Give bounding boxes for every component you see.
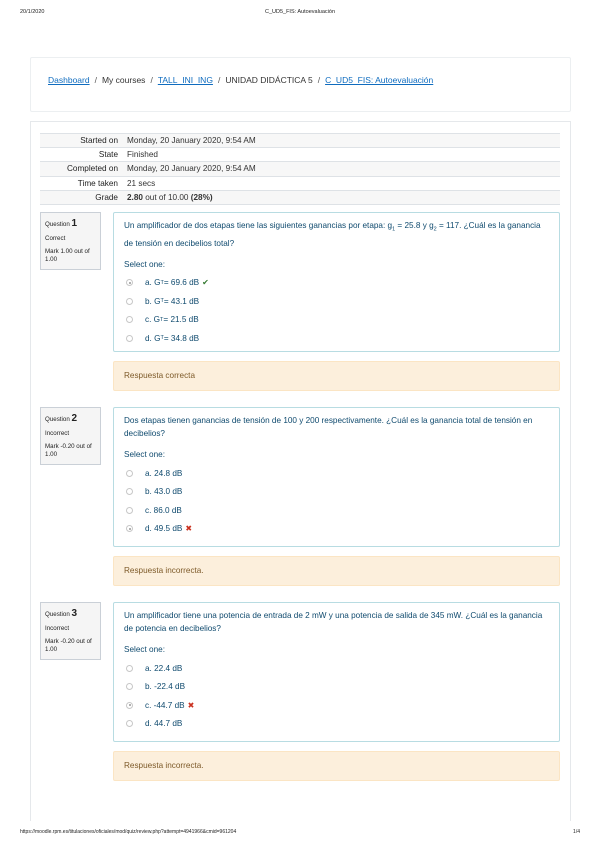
question-state: Correct	[45, 234, 66, 242]
answer-option[interactable]	[124, 659, 549, 678]
answer-option[interactable]	[124, 696, 549, 715]
answer-text: d. 49.5 dB	[145, 524, 183, 534]
summary-value: Monday, 20 January 2020, 9:54 AM	[124, 134, 560, 148]
question-formulation-3	[113, 602, 560, 742]
question-grade: Mark 1.00 out of 1.00	[45, 247, 90, 264]
select-one-prompt: Select one:	[124, 259, 165, 269]
question-grade: Mark -0.20 out of 1.00	[45, 442, 92, 459]
subscript: 1	[392, 226, 396, 233]
breadcrumb-separator: /	[94, 75, 97, 85]
subscript: T	[160, 335, 164, 342]
radio-button[interactable]	[126, 470, 133, 477]
breadcrumb-dashboard-link[interactable]: Dashboard	[48, 75, 90, 85]
breadcrumb-separator: /	[317, 75, 321, 85]
radio-button[interactable]	[126, 665, 133, 672]
question-feedback-3: Respuesta incorrecta.	[113, 751, 560, 781]
subscript: T	[160, 316, 164, 323]
radio-button[interactable]	[126, 335, 133, 342]
summary-value: Monday, 20 January 2020, 9:54 AM	[124, 162, 560, 176]
subscript: T	[160, 298, 164, 305]
breadcrumb-separator: /	[217, 75, 221, 85]
answer-text: = 34.8 dB	[163, 333, 200, 343]
subscript: T	[160, 279, 164, 286]
answer-text: b. 43.0 dB	[145, 487, 183, 497]
summary-value: 21 secs	[124, 176, 560, 190]
answer-list	[124, 659, 549, 733]
question-text: Dos etapas tienen ganancias de tensión de 100 y 200 respectivamente. ¿Cuál es la ganancia total de tensión en decibelios?	[124, 416, 533, 438]
summary-label: Time taken	[40, 176, 124, 190]
breadcrumb-quiz-link[interactable]: C_UD5_FIS: Autoevaluación	[325, 75, 434, 85]
subscript: 2	[433, 226, 437, 233]
radio-button-selected[interactable]	[126, 702, 133, 709]
question-info-2	[40, 407, 101, 465]
attempt-summary-table	[40, 133, 560, 205]
question-number: 2	[71, 413, 78, 424]
answer-text: b. G	[145, 296, 161, 306]
breadcrumb-my-courses[interactable]: My courses	[101, 75, 146, 85]
answer-option[interactable]	[124, 715, 549, 734]
question-text: Un amplificador tiene una potencia de entrada de 2 mW y una potencia de salida de 345 mW. ¿Cuál es la ganancia de potencia en decibelios?	[124, 611, 543, 633]
answer-list	[124, 274, 549, 348]
answer-text: = 69.6 dB	[163, 278, 200, 288]
summary-row-started	[40, 134, 560, 148]
answer-option[interactable]	[124, 274, 549, 293]
answer-option[interactable]	[124, 501, 549, 520]
answer-text: = 21.5 dB	[163, 315, 199, 325]
question-formulation-1	[113, 212, 560, 352]
summary-value: Finished	[124, 148, 560, 162]
answer-text: c. -44.7 dB	[145, 700, 185, 710]
answer-text: a. 22.4 dB	[145, 663, 183, 673]
question-text-part: = 117. ¿Cuál es la ganancia de tensión en decibelios total?	[124, 221, 541, 248]
answer-option[interactable]	[124, 464, 549, 483]
answer-list	[124, 464, 549, 538]
radio-button-selected[interactable]	[126, 279, 133, 286]
summary-row-time	[40, 176, 560, 190]
grade-percent: (28%)	[190, 192, 213, 202]
answer-option[interactable]	[124, 292, 549, 311]
question-number: 1	[71, 218, 78, 229]
cross-icon: ✖	[187, 700, 195, 710]
answer-text: = 43.1 dB	[163, 296, 200, 306]
breadcrumb-unit[interactable]: UNIDAD DIDÁCTICA 5	[225, 75, 313, 85]
question-label: Question	[45, 416, 70, 423]
radio-button[interactable]	[126, 507, 133, 514]
question-feedback-1: Respuesta correcta	[113, 361, 560, 391]
radio-button[interactable]	[126, 720, 133, 727]
breadcrumb-course-link[interactable]: TALL_INI_ING	[157, 75, 213, 85]
print-doc-title: C_UD5_FIS: Autoevaluación	[264, 9, 335, 15]
question-number: 3	[71, 608, 78, 619]
summary-label: State	[40, 148, 124, 162]
question-label: Question	[45, 221, 70, 228]
question-text	[124, 219, 549, 250]
answer-text: a. 24.8 dB	[145, 468, 183, 478]
answer-text: a. G	[145, 278, 161, 288]
question-info-3	[40, 602, 101, 660]
print-footer	[0, 829, 600, 839]
question-feedback-2: Respuesta incorrecta.	[113, 556, 560, 586]
radio-button[interactable]	[126, 488, 133, 495]
breadcrumb-container	[30, 57, 571, 112]
question-label: Question	[45, 611, 70, 618]
breadcrumb-separator: /	[150, 75, 153, 85]
summary-row-grade	[40, 190, 560, 204]
question-grade: Mark -0.20 out of 1.00	[45, 637, 92, 654]
answer-text: d. 44.7 dB	[145, 719, 183, 729]
answer-option[interactable]	[124, 329, 549, 348]
radio-button-selected[interactable]	[126, 525, 133, 532]
grade-rest: out of 10.00	[145, 192, 189, 202]
summary-row-state	[40, 148, 560, 162]
answer-option[interactable]	[124, 483, 549, 502]
grade-score: 2.80	[127, 192, 143, 202]
question-info-1	[40, 212, 101, 270]
answer-option[interactable]	[124, 520, 549, 539]
radio-button[interactable]	[126, 298, 133, 305]
print-page-number: 1/4	[573, 829, 580, 835]
question-text-part: Un amplificador de dos etapas tiene las siguientes ganancias por etapa: g	[124, 221, 393, 230]
answer-option[interactable]	[124, 678, 549, 697]
answer-text: c. 86.0 dB	[145, 505, 182, 515]
answer-text: b. -22.4 dB	[145, 682, 186, 692]
breadcrumb	[48, 75, 433, 85]
print-date: 20/1/2020	[20, 9, 45, 15]
radio-button[interactable]	[126, 683, 133, 690]
radio-button[interactable]	[126, 316, 133, 323]
check-icon: ✔	[202, 278, 209, 288]
select-one-prompt: Select one:	[124, 450, 165, 459]
cross-icon: ✖	[185, 524, 193, 534]
answer-text: d. G	[145, 333, 161, 343]
question-formulation-2	[113, 407, 560, 547]
summary-label: Grade	[40, 190, 124, 204]
question-state: Incorrect	[45, 429, 70, 437]
summary-row-completed	[40, 162, 560, 176]
question-text-part: = 25.8 y g	[395, 221, 434, 230]
question-state: Incorrect	[45, 624, 70, 632]
print-header	[0, 9, 600, 19]
summary-value	[124, 190, 560, 204]
answer-option[interactable]	[124, 311, 549, 330]
summary-label: Completed on	[40, 162, 124, 176]
summary-label: Started on	[40, 134, 124, 148]
answer-text: c. G	[145, 315, 161, 325]
select-one-prompt: Select one:	[124, 645, 165, 654]
print-url: https://moodle.rpm.es/titulaciones/oficiales/mod/quiz/review.php?attempt=4941966&cmid=961204	[20, 829, 237, 835]
